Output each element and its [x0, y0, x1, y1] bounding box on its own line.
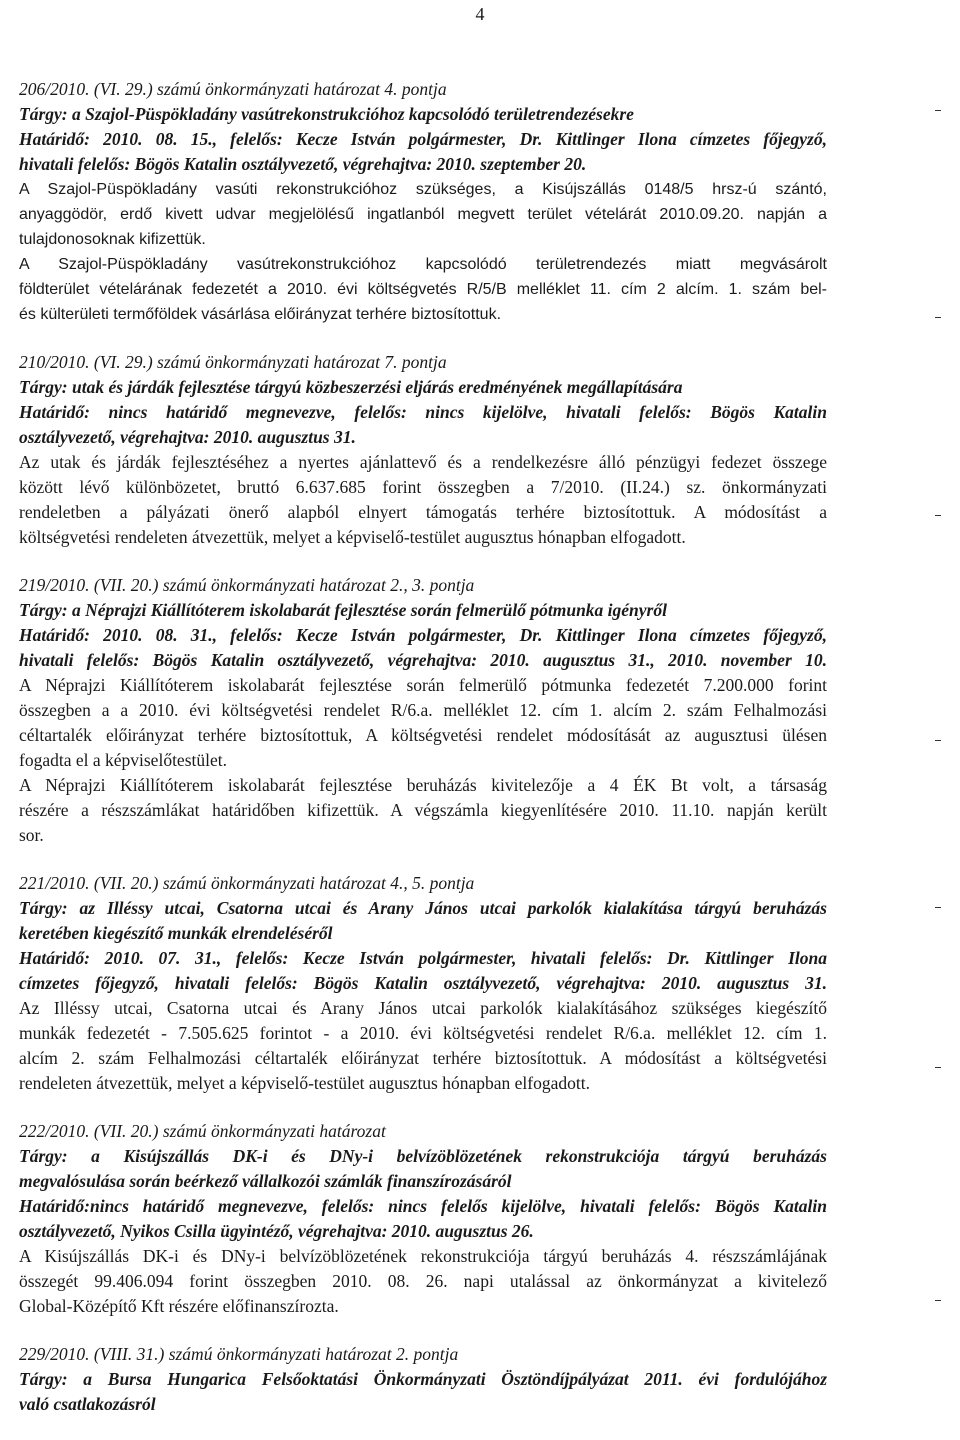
body-line: rendeletben a pályázati önerő alapból elnyert támogatás terhére biztosítottuk. A módosítást a: [19, 502, 827, 522]
body-line: anyaggödör, erdő kivett udvar megjelölésű ingatlanból megvett terület vételárát 2010.09.20. napján a: [19, 206, 827, 223]
body-line: munkák fedezetét - 7.505.625 forintot - a 2010. évi költségvetési rendelet R/6.a. melléklet 12. cím 1.: [19, 1023, 827, 1043]
body-line: tulajdonosoknak kifizettük.: [19, 231, 206, 248]
subject-line: való csatlakozásról: [19, 1394, 156, 1414]
subject-line: Tárgy: a Szajol-Püspökladány vasútrekonstrukcióhoz kapcsolódó területrendezésekre: [19, 104, 634, 124]
resolution-section: [19, 1119, 827, 1319]
subject-line: Tárgy: utak és járdák fejlesztése tárgyú közbeszerzési eljárás eredményének megállapítására: [19, 377, 683, 397]
subject-line: Tárgy: a Bursa Hungarica Felsőoktatási Önkormányzati Ösztöndíjpályázat 2011. évi fordulójához: [19, 1369, 827, 1389]
body-line: fogadta el a képviselőtestület.: [19, 750, 227, 770]
margin-mark: [935, 110, 941, 111]
subject-line: osztályvezető, végrehajtva: 2010. augusztus 31.: [19, 427, 356, 447]
resolution-section: [19, 350, 827, 550]
body-line: alcím 2. szám Felhalmozási céltartalék előirányzat terhére biztosítottuk. A módosítást a költségvetési: [19, 1048, 827, 1068]
body-line: Az Illéssy utcai, Csatorna utcai és Arany János utcai parkolók kialakításához szükséges kiegészítő: [19, 998, 827, 1018]
resolution-section: [19, 871, 827, 1096]
subject-line: osztályvezető, Nyikos Csilla ügyintéző, végrehajtva: 2010. augusztus 26.: [19, 1221, 534, 1241]
body-line: földterület vételárának fedezetét a 2010. évi költségvetés R/5/B melléklet 11. cím 2 alcím. 1. szám bel-: [19, 281, 827, 298]
body-line: részére a részszámlákat határidőben kifizettük. A végszámla kiegyenlítésére 2010. 11.10. napján került: [19, 800, 827, 820]
body-line: költségvetési rendeleten átvezettük, melyet a képviselő-testület augusztus hónapban elfogadott.: [19, 527, 686, 547]
resolution-section: [19, 573, 827, 848]
body-line: céltartalék előirányzat terhére biztosítottuk, A költségvetési rendelet módosítását az augusztusi ülésen: [19, 725, 827, 745]
body-line: sor.: [19, 825, 44, 845]
resolution-heading: 221/2010. (VII. 20.) számú önkormányzati határozat 4., 5. pontja: [19, 873, 475, 893]
resolution-section: [19, 77, 827, 327]
body-line: A Szajol-Püspökladány vasúti rekonstrukcióhoz szükséges, a Kisújszállás 0148/5 hrsz-ú szántó,: [19, 181, 827, 198]
subject-line: Határidő: 2010. 08. 31., felelős: Kecze István polgármester, Dr. Kittlinger Ilona címzetes főjegyző,: [19, 625, 827, 645]
document-body: [19, 77, 827, 1440]
resolution-heading: 210/2010. (VI. 29.) számú önkormányzati határozat 7. pontja: [19, 352, 447, 372]
resolution-heading: 222/2010. (VII. 20.) számú önkormányzati határozat: [19, 1121, 386, 1141]
body-line: között lévő különbözetet, bruttó 6.637.685 forint összegben a 7/2010. (II.24.) sz. önkormányzati: [19, 477, 827, 497]
page-number: 4: [475, 4, 485, 24]
margin-mark: [935, 907, 941, 908]
subject-line: Határidő: 2010. 07. 31., felelős: Kecze István polgármester, hivatali felelős: Dr. Kittlinger Ilona: [19, 948, 827, 968]
body-line: és külterületi termőföldek vásárlása előirányzat terhére biztosítottuk.: [19, 306, 502, 323]
resolution-heading: 229/2010. (VIII. 31.) számú önkormányzati határozat 2. pontja: [19, 1344, 459, 1364]
body-line: összegben a a 2010. évi költségvetési rendelet R/6.a. melléklet 12. cím 1. alcím 2. szám Felhalmozási: [19, 700, 827, 720]
margin-mark: [935, 740, 941, 741]
margin-mark: [935, 1300, 941, 1301]
body-line: A Kisújszállás DK-i és DNy-i belvízöblözetének rekonstrukciója tárgyú beruházás 4. részszámlájának: [19, 1246, 827, 1266]
subject-line: Határidő: nincs határidő megnevezve, felelős: nincs kijelölve, hivatali felelős: Bögös Katalin: [19, 402, 827, 422]
body-line: Az utak és járdák fejlesztéséhez a nyertes ajánlattevő és a rendelkezésre álló pénzügyi fedezet összege: [19, 452, 827, 472]
body-line: rendeleten átvezettük, melyet a képviselő-testület augusztus hónapban elfogadott.: [19, 1073, 590, 1093]
resolution-section: [19, 1342, 827, 1417]
subject-line: Tárgy: a Néprajzi Kiállítóterem iskolabarát fejlesztése során felmerülő pótmunka igényről: [19, 600, 667, 620]
subject-line: keretében kiegészítő munkák elrendeléséről: [19, 923, 333, 943]
margin-mark: [935, 317, 941, 318]
margin-mark: [935, 1067, 941, 1068]
subject-line: Határidő: 2010. 08. 15., felelős: Kecze István polgármester, Dr. Kittlinger Ilona címzetes főjegyző,: [19, 129, 827, 149]
resolution-heading: 219/2010. (VII. 20.) számú önkormányzati határozat 2., 3. pontja: [19, 575, 475, 595]
subject-line: hivatali felelős: Bögös Katalin osztályvezető, végrehajtva: 2010. augusztus 31., 2010. november 10.: [19, 650, 827, 670]
subject-line: Tárgy: az Illéssy utcai, Csatorna utcai és Arany János utcai parkolók kialakítása tárgyú beruházás: [19, 898, 827, 918]
body-line: A Néprajzi Kiállítóterem iskolabarát fejlesztése beruházás kivitelezője a 4 ÉK Bt volt, a társaság: [19, 775, 827, 795]
subject-line: Határidő:nincs határidő megnevezve, felelős: nincs felelős kijelölve, hivatali felelős: Bögös Katalin: [19, 1196, 827, 1216]
body-line: összegét 99.406.094 forint összegben 2010. 08. 26. napi utalással az önkormányzat a kivitelező: [19, 1271, 827, 1291]
body-line: A Néprajzi Kiállítóterem iskolabarát fejlesztése során felmerülő pótmunka fedezetét 7.200.000 forint: [19, 675, 827, 695]
subject-line: hivatali felelős: Bögös Katalin osztályvezető, végrehajtva: 2010. szeptember 20.: [19, 154, 587, 174]
margin-mark: [935, 515, 941, 516]
subject-line: megvalósulása során beérkező vállalkozói számlák finanszírozásáról: [19, 1171, 512, 1191]
body-line: Global-Középítő Kft részére előfinanszírozta.: [19, 1296, 339, 1316]
subject-line: Tárgy: a Kisújszállás DK-i és DNy-i belvízöblözetének rekonstrukciója tárgyú beruházás: [19, 1146, 827, 1166]
subject-line: címzetes főjegyző, hivatali felelős: Bögös Katalin osztályvezető, végrehajtva: 2010. augusztus 31.: [19, 973, 827, 993]
resolution-heading: 206/2010. (VI. 29.) számú önkormányzati határozat 4. pontja: [19, 79, 447, 99]
body-line: A Szajol-Püspökladány vasútrekonstrukcióhoz kapcsolódó területrendezés miatt megvásárolt: [19, 256, 827, 273]
